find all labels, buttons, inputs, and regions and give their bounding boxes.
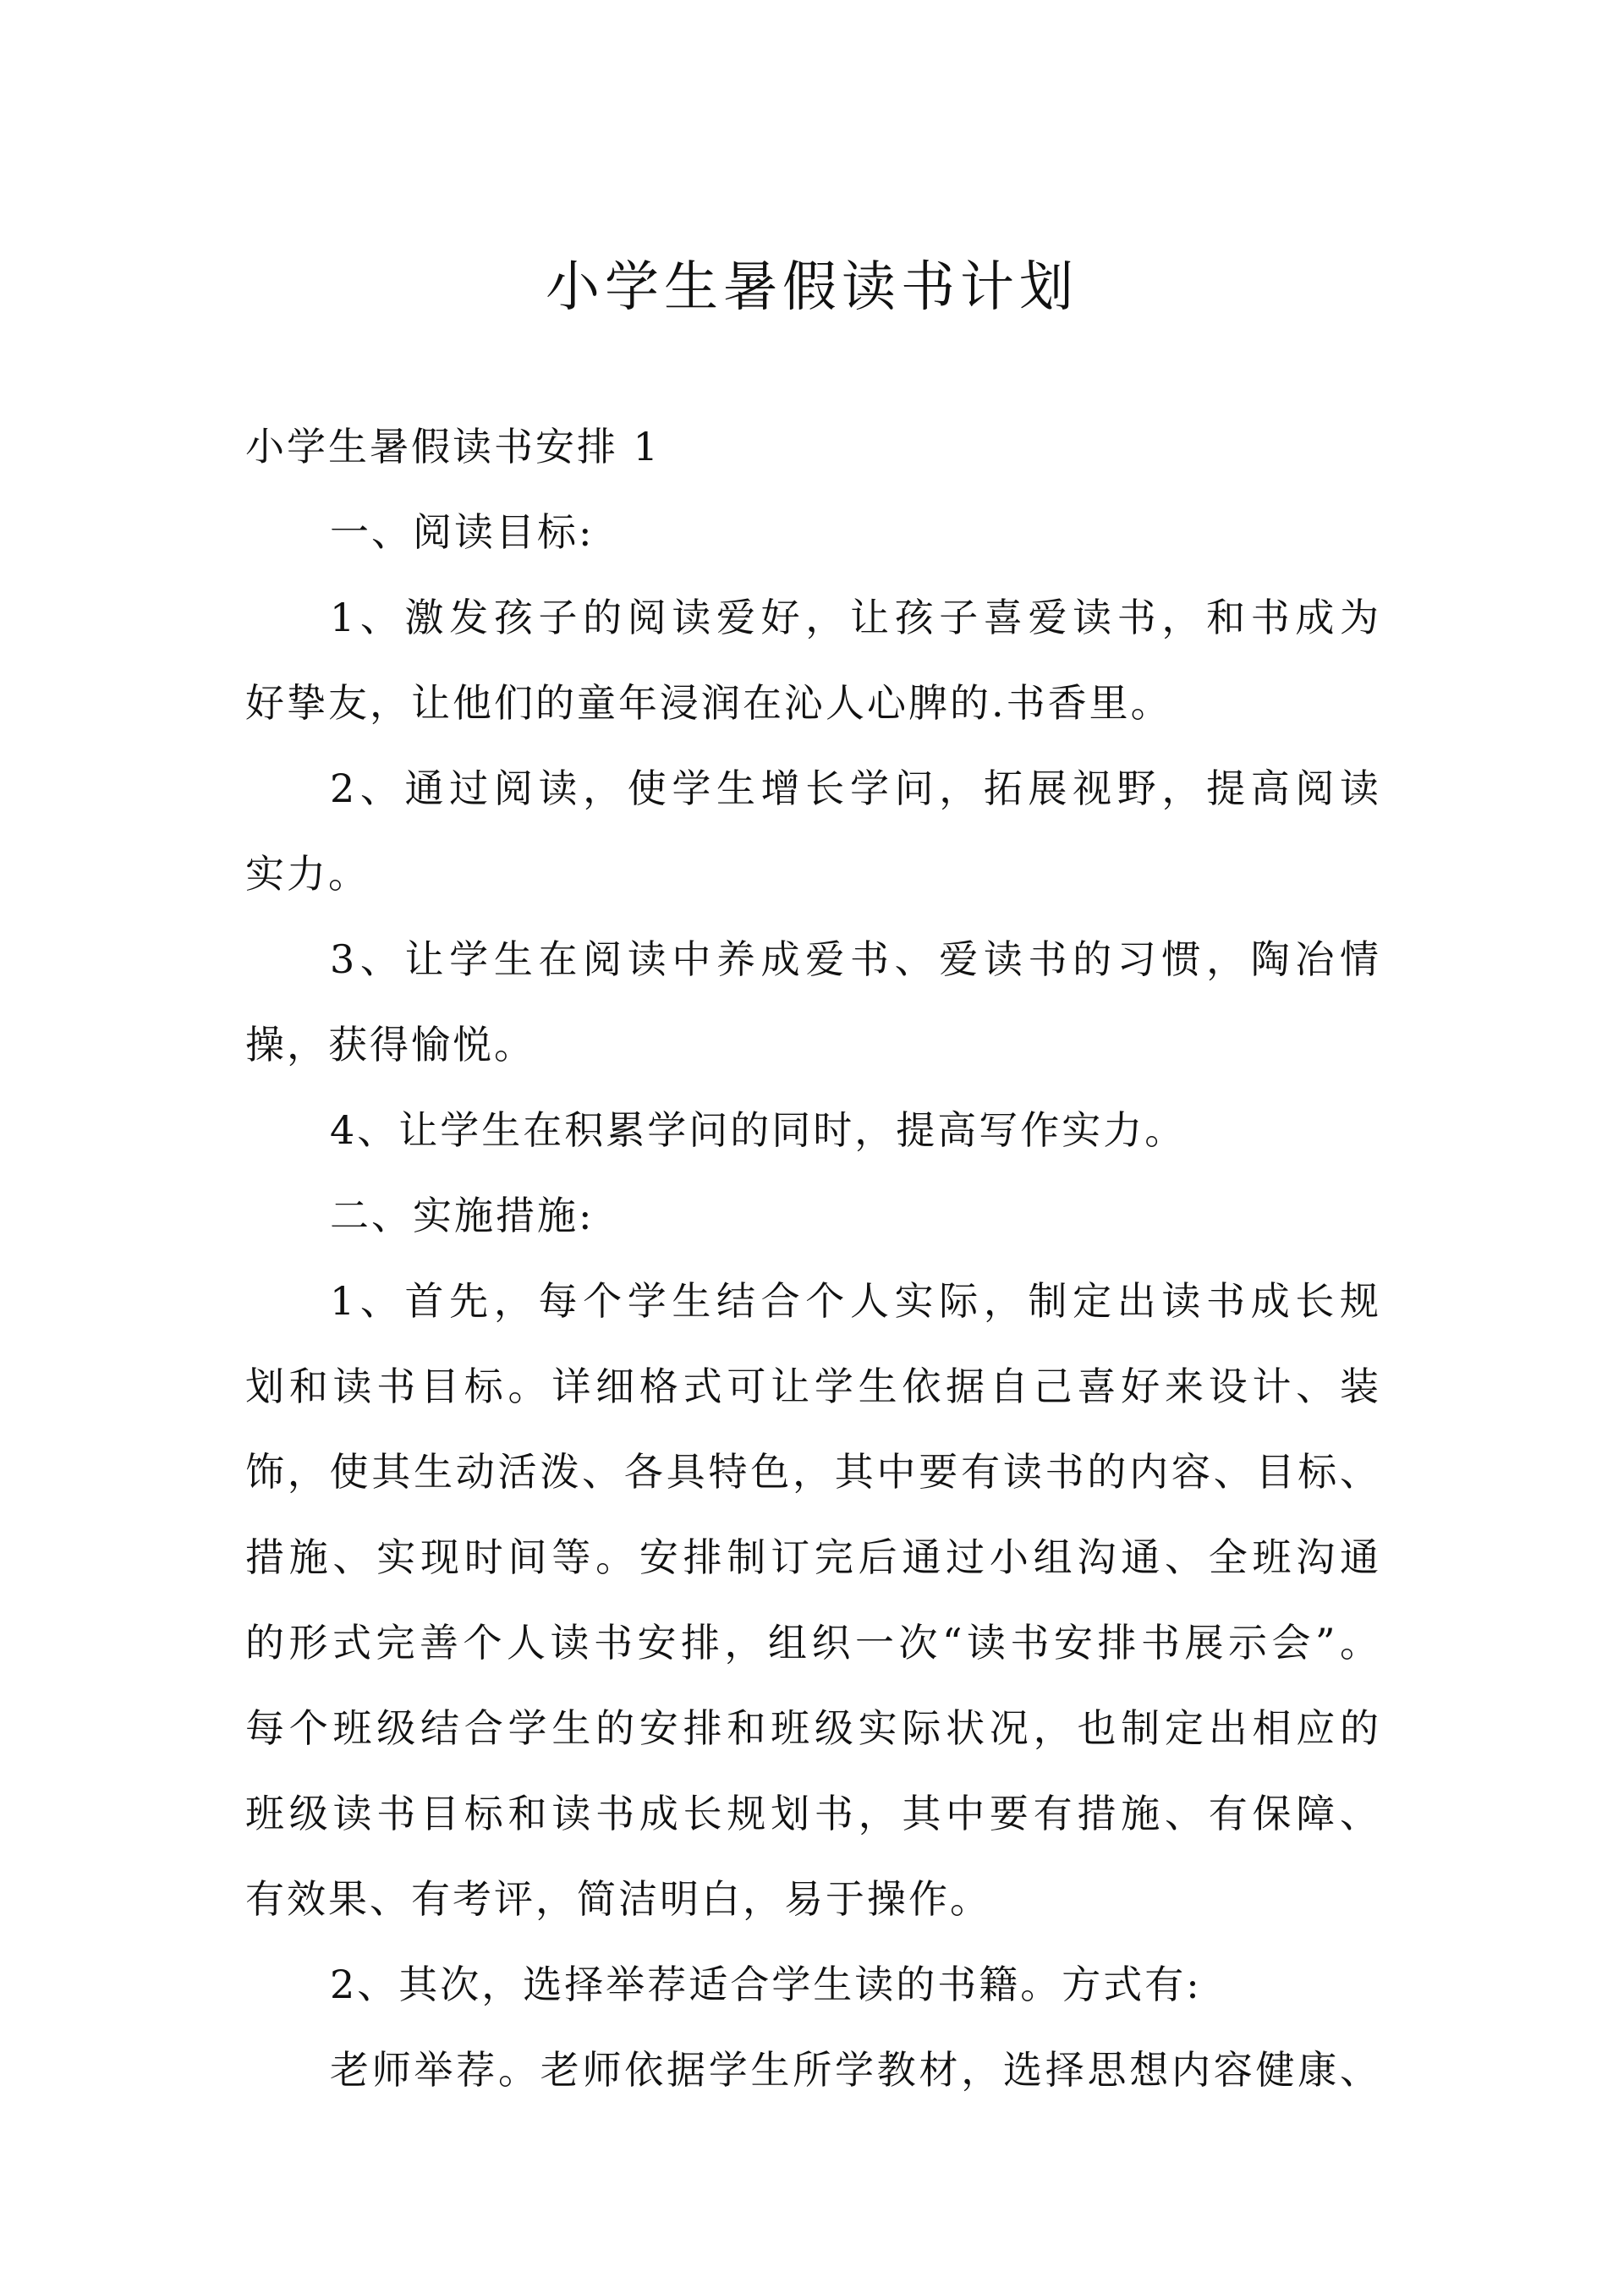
paragraph-line: 二、实施措施: (330, 1193, 595, 1238)
paragraph-line: 操，获得愉悦。 (245, 1022, 535, 1067)
paragraph-line: 的形式完善个人读书安排，组织一次“读书安排书展示会”。 (245, 1620, 1379, 1666)
section-heading: 小学生暑假读书安排 1 (245, 424, 661, 469)
paragraph-line: 班级读书目标和读书成长规划书，其中要有措施、有保障、 (245, 1791, 1379, 1836)
paragraph-line: 好挚友，让他们的童年浸润在沁人心脾的.书香里。 (245, 680, 1172, 726)
paragraph-line: 措施、实现时间等。安排制订完后通过小组沟通、全班沟通 (245, 1534, 1379, 1580)
paragraph-line: 2、其次，选择举荐适合学生读的书籍。方式有: (330, 1962, 1202, 2007)
paragraph-line: 每个班级结合学生的安排和班级实际状况，也制定出相应的 (245, 1705, 1379, 1751)
document-body (245, 404, 1379, 2113)
paragraph-line: 4、让学生在积累学问的同时，提高写作实力。 (330, 1107, 1187, 1153)
paragraph-line: 3、让学生在阅读中养成爱书、爱读书的习惯，陶冶情 (330, 936, 1379, 982)
document-title: 小学生暑假读书计划 (546, 256, 1078, 319)
paragraph-line: 老师举荐。老师依据学生所学教材，选择思想内容健康、 (330, 2047, 1379, 2093)
paragraph-line: 实力。 (245, 851, 370, 897)
paragraph-line: 一、阅读目标: (330, 509, 595, 555)
paragraph-line: 1、首先，每个学生结合个人实际，制定出读书成长规 (330, 1278, 1379, 1324)
paragraph-line: 1、激发孩子的阅读爱好，让孩子喜爱读书，和书成为 (330, 595, 1379, 640)
paragraph-line: 饰，使其生动活泼、各具特色，其中要有读书的内容、目标、 (245, 1449, 1379, 1495)
paragraph-line: 2、通过阅读，使学生增长学问，拓展视野，提高阅读 (330, 766, 1379, 811)
paragraph-line: 划和读书目标。详细格式可让学生依据自己喜好来设计、装 (245, 1364, 1379, 1409)
paragraph-line: 有效果、有考评，简洁明白，易于操作。 (245, 1876, 991, 1922)
